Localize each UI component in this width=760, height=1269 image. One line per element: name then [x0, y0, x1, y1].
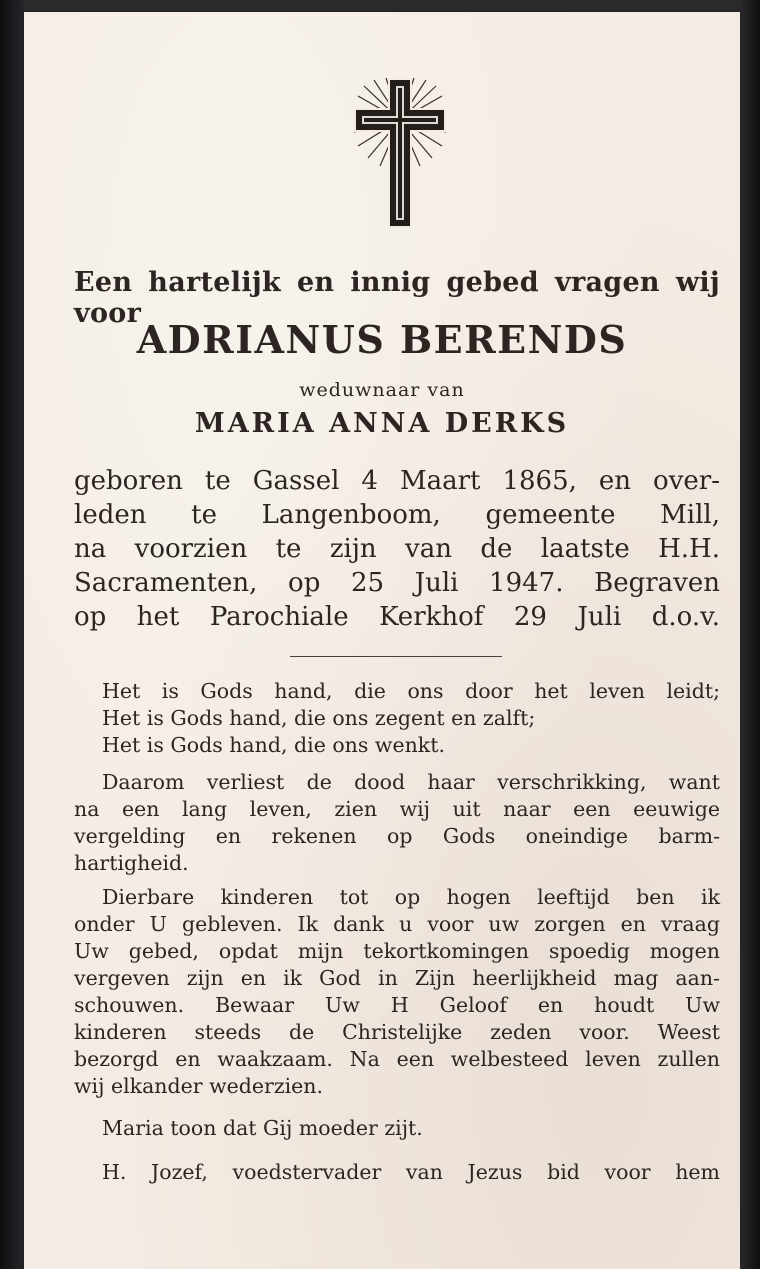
intro-line: Een hartelijk en innig gebed vragen wij voor	[74, 267, 720, 329]
prayer-line: Maria toon dat Gij moeder zijt.	[102, 1116, 423, 1140]
memorial-card	[24, 12, 740, 1269]
paragraph-line: wij elkander wederzien.	[74, 1074, 324, 1098]
paragraph-line: na een lang leven, zien wij uit naar een eeuwige	[74, 797, 720, 821]
prayer-maria	[74, 1115, 720, 1142]
paragraph-line: vergelding en rekenen op Gods oneindige barm-	[74, 824, 720, 848]
spouse-name: MARIA ANNA DERKS	[194, 408, 570, 439]
paragraph-line: Uw gebed, opdat mijn tekortkomingen spoedig mogen	[74, 939, 720, 963]
bio-line: na voorzien te zijn van de laatste H.H.	[74, 534, 720, 564]
paragraph-line: Daarom verliest de dood haar verschrikking, want	[102, 770, 720, 794]
poem-line: Het is Gods hand, die ons door het leven leidt;	[102, 679, 720, 703]
biography	[74, 464, 720, 634]
prayer-jozef	[74, 1159, 720, 1186]
paragraph-line: onder U gebleven. Ik dank u voor uw zorgen en vraag	[74, 912, 720, 936]
deceased-name: ADRIANUS BERENDS	[136, 317, 628, 362]
paragraph-line: kinderen steeds de Christelijke zeden voor. Weest	[74, 1020, 720, 1044]
paragraph-line: bezorgd en waakzaam. Na een welbesteed leven zullen	[74, 1047, 720, 1071]
bio-line: Sacramenten, op 25 Juli 1947. Begraven	[74, 568, 720, 598]
paragraph-line: Dierbare kinderen tot op hogen leeftijd ben ik	[102, 885, 720, 909]
paragraph-2	[74, 884, 720, 1100]
prayer-line: H. Jozef, voedstervader van Jezus bid voor hem	[102, 1160, 720, 1184]
background-top-edge	[0, 0, 760, 12]
background-left-edge	[0, 0, 24, 1269]
poem-line: Het is Gods hand, die ons wenkt.	[102, 733, 445, 757]
divider-rule	[290, 656, 502, 657]
cross-with-rays-icon	[354, 78, 446, 228]
bio-line: op het Parochiale Kerkhof 29 Juli d.o.v.	[74, 602, 720, 632]
paragraph-line: hartigheid.	[74, 851, 189, 875]
relation-label: weduwnaar van	[299, 379, 465, 401]
poem	[74, 678, 720, 759]
paragraph-line: schouwen. Bewaar Uw H Geloof en houdt Uw	[74, 993, 720, 1017]
bio-line: geboren te Gassel 4 Maart 1865, en over-	[74, 466, 720, 496]
paragraph-1	[74, 769, 720, 877]
poem-line: Het is Gods hand, die ons zegent en zalft;	[102, 706, 536, 730]
bio-line: leden te Langenboom, gemeente Mill,	[74, 500, 720, 530]
paragraph-line: vergeven zijn en ik God in Zijn heerlijkheid mag aan-	[74, 966, 720, 990]
background-right-edge	[740, 0, 760, 1269]
